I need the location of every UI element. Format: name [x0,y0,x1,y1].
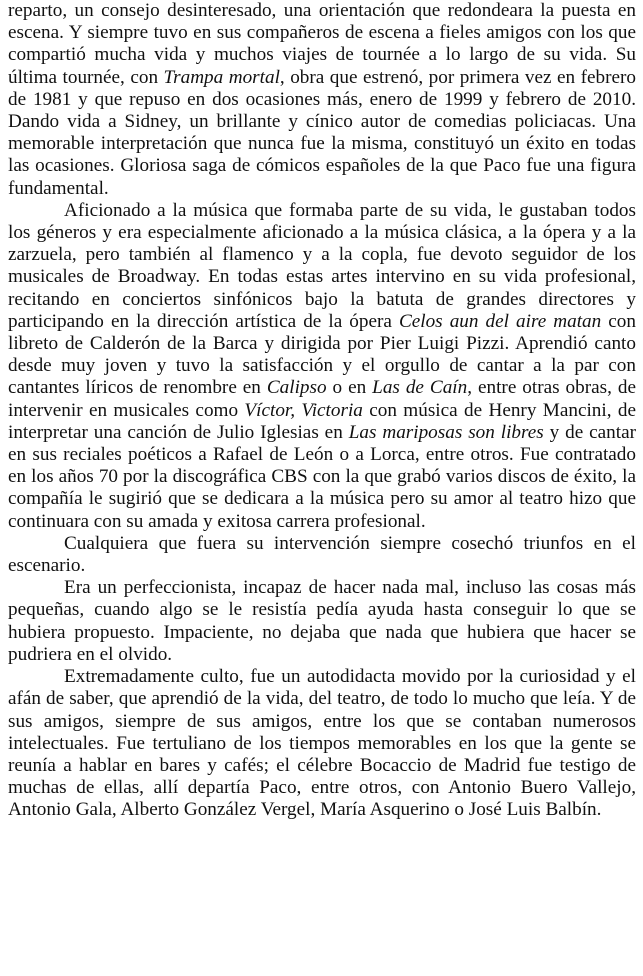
text-span: Era un perfeccionista, incapaz de hacer nada mal, incluso las cosas más pequeñas, cuando algo se le resistía pedía ayuda hasta conseguir lo que se hubiera propuesto. Impaciente, no dejaba que nada que hubiera que hacer se pudriera en el olvido. [8,577,636,665]
text-span: Cualquiera que fuera su intervención siempre cosechó triunfos en el escenario. [8,532,636,577]
film-title: Las mariposas son libres [348,421,544,443]
text-span: Aficionado a la música que formaba parte de su vida, le gustaban todos los géneros y era especialmente aficionado a la música clásica, a la ópera y a la zarzuela, pero también al flamenco y a la copla, fue devoto seguidor de los musicales de Broadway. En todas estas artes intervino en su vida profesional, recitando en conciertos sinfónicos bajo la batuta de grandes directores y participando en la dirección artística de la ópera [8,199,636,332]
text-span: con música de Henry Mancini, de interpretar una canción de Julio Iglesias en [8,399,636,443]
text-span: y de cantar en sus reciales poéticos a Rafael de León o a Lorca, entre otros. Fue contratado en los años 70 por la discográfica CBS con la que grabó varios discos de éxito, la compañía le sugirió que se dedicara a la música pero su amor al teatro hizo que continuara con su amada y exitosa carrera profesional. [8,421,637,532]
work-title: Calipso [266,377,327,399]
paragraph-2 [8,200,636,533]
work-title: Las de Caín [372,377,468,399]
paragraph-3 [8,533,636,577]
text-span: , obra que estrenó, por primera vez en febrero de 1981 y que repuso en dos ocasiones más, enero de 1999 y febrero de 2010. Dando vida a Sidney, un brillante y cínico autor de comedias policiacas. Una memorable interpretación que nunca fue la misma, constituyó un éxito en todas las ocasiones. Gloriosa saga de cómicos españoles de la que Paco fue una figura fundamental. [8,66,636,199]
text-span: reparto, un consejo desinteresado, una orientación que redondeara la puesta en escena. Y siempre tuvo en sus compañeros de escena a fieles amigos con los que compartió mucha vida y muchos viajes de tournée a lo largo de su vida. Su última tournée, con [8,0,636,88]
paragraph-1 [8,0,636,200]
play-title: Trampa mortal [163,66,280,88]
paragraph-5 [8,666,636,821]
musical-title: Víctor, Victoria [244,399,363,421]
text-span: , entre otras obras, de intervenir en musicales como [8,377,636,421]
text-span: con libreto de Calderón de la Barca y dirigida por Pier Luigi Pizzi. Aprendió canto desde muy joven y tuvo la satisfacción y el orgullo de cantar a la par con cantantes líricos de renombre en [8,310,636,399]
text-span: o en [326,377,373,399]
opera-title: Celos aun del aire matan [398,310,602,332]
text-span: Extremadamente culto, fue un autodidacta movido por la curiosidad y el afán de saber, que aprendió de la vida, del teatro, de todo lo mucho que leía. Y de sus amigos, siempre de sus amigos, entre los que se contaban numerosos intelectuales. Fue tertuliano de los tiempos memorables en los que la gente se reunía a hablar en bares y cafés; el célebre Bocaccio de Madrid fue testigo de muchas de ellas, allí departía Paco, entre otros, con Antonio Buero Vallejo, Antonio Gala, Alberto González Vergel, María Asquerino o José Luis Balbín. [8,666,636,821]
paragraph-4 [8,577,636,666]
